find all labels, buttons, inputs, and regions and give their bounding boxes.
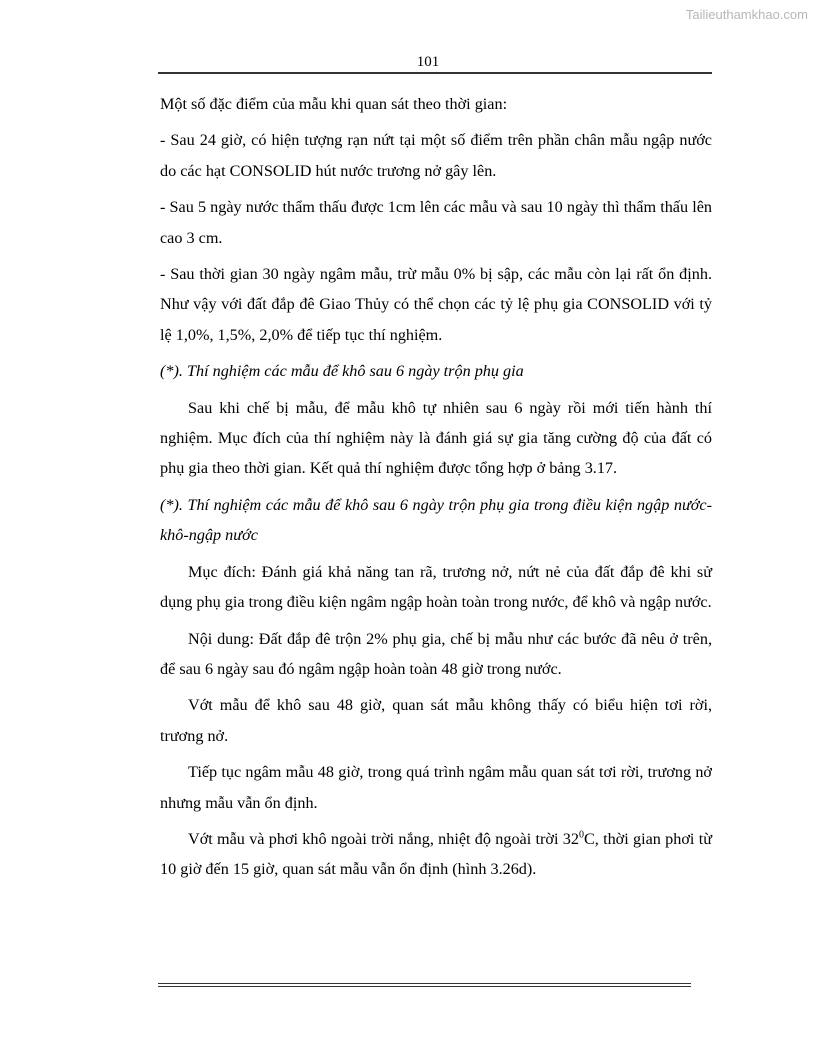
header-rule: [158, 72, 712, 74]
sun-drying-text-end: C, thời gian phơi từ 10 giờ đến 15 giờ, quan sát mẫu vẫn ổn định (hình 3.26d).: [160, 829, 712, 879]
purpose-paragraph: Mục đích: Đánh giá khả năng tan rã, trương nở, nứt nẻ của đất đắp đê khi sử dụng phụ gia trong điều kiện ngâm ngập hoàn toàn trong nước, để khô và ngập nước.: [160, 562, 712, 612]
observation-24h: - Sau 24 giờ, có hiện tượng rạn nứt tại một số điểm trên phần chân mẫu ngập nước do các hạt CONSOLID hút nước trương nở gây lên.: [160, 131, 712, 180]
content-paragraph: Nội dung: Đất đắp đê trộn 2% phụ gia, chế bị mẫu như các bước đã nêu ở trên, để sau 6 ngày sau đó ngâm ngập hoàn toàn 48 giờ trong nước.: [160, 629, 712, 678]
watermark: Tailieuthamkhao.com: [685, 7, 808, 22]
resoak-paragraph: Tiếp tục ngâm mẫu 48 giờ, trong quá trình ngâm mẫu quan sát tơi rời, trương nở nhưng mẫu vẫn ổn định.: [160, 763, 712, 812]
intro-paragraph: Một số đặc điểm của mẫu khi quan sát theo thời gian:: [160, 95, 508, 113]
sun-drying-text-start: Vớt mẫu và phơi khô ngoài trời nắng, nhiệt độ ngoài trời 32: [188, 829, 579, 848]
degree-superscript: 0: [578, 829, 584, 841]
observation-5-days: - Sau 5 ngày nước thẩm thấu được 1cm lên các mẫu và sau 10 ngày thì thẩm thấu lên cao 3 cm.: [160, 198, 712, 247]
section-heading-wet-dry-test: (*). Thí nghiệm các mẫu để khô sau 6 ngày trộn phụ gia trong điều kiện ngập nước-khô-ngập nước: [160, 495, 712, 545]
observation-30-days: - Sau thời gian 30 ngày ngâm mẫu, trừ mẫu 0% bị sập, các mẫu còn lại rất ổn định. Như vậy với đất đắp đê Giao Thủy có thể chọn các tỷ lệ phụ gia CONSOLID với tỷ lệ 1,0%, 1,5%, 2,0% để tiếp tục thí nghiệm.: [160, 265, 712, 344]
page-number: 101: [416, 54, 440, 70]
footer-rule: [158, 983, 691, 987]
page-body: [160, 89, 712, 891]
section-heading-dry-test: (*). Thí nghiệm các mẫu để khô sau 6 ngày trộn phụ gia: [160, 362, 524, 381]
drying-paragraph: Vớt mẫu để khô sau 48 giờ, quan sát mẫu không thấy có biểu hiện tơi rời, trương nở.: [160, 696, 712, 745]
dry-test-paragraph: Sau khi chế bị mẫu, để mẫu khô tự nhiên sau 6 ngày rồi mới tiến hành thí nghiệm. Mục đích của thí nghiệm này là đánh giá sự gia tăng cường độ của đất có phụ gia theo thời gian. Kết quả thí nghiệm được tổng hợp ở bảng 3.17.: [160, 398, 712, 478]
sun-drying-paragraph: [160, 824, 712, 885]
